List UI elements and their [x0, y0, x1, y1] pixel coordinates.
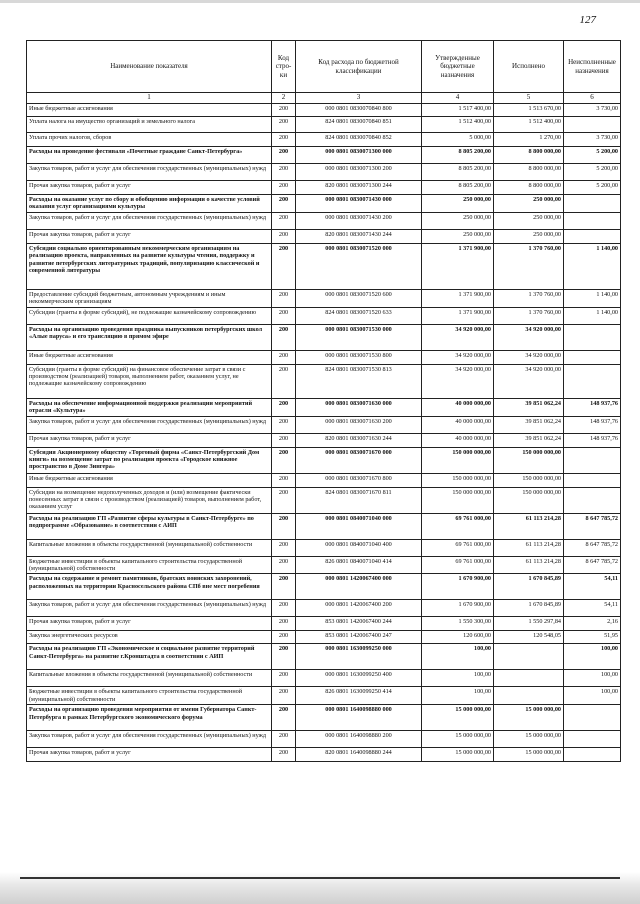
row-unexecuted	[564, 705, 621, 731]
table-row	[27, 350, 621, 364]
row-unexecuted	[564, 324, 621, 350]
header-approved: Утвержденные бюджетные назначения	[422, 41, 494, 93]
row-approved: 34 920 000,00	[422, 350, 494, 364]
row-executed: 1 670 845,89	[494, 574, 564, 600]
row-line-code: 200	[272, 324, 296, 350]
table-row	[27, 644, 621, 670]
row-name: Иные бюджетные ассигнования	[27, 473, 272, 487]
row-name: Субсидии (гранты в форме субсидий), не подлежащие казначейскому сопровождению	[27, 307, 272, 324]
row-executed: 1 513 670,00	[494, 104, 564, 117]
row-executed: 150 000 000,00	[494, 447, 564, 473]
row-unexecuted: 148 937,76	[564, 433, 621, 447]
table-row	[27, 229, 621, 243]
row-name: Закупка товаров, работ и услуг для обеспечения государственных (муниципальных) нужд	[27, 416, 272, 433]
row-name: Расходы на организацию проведения праздника выпускников петербургских школ «Алые паруса» и его трансляцию в прямом эфире	[27, 324, 272, 350]
row-executed: 61 113 214,28	[494, 513, 564, 539]
row-name: Расходы на реализацию ГП «Экономическое и социальное развитие территорий Санкт-Петербурга» на развитие г.Кронштадта в соответствии с АИП	[27, 644, 272, 670]
row-unexecuted: 2,16	[564, 617, 621, 631]
table-row	[27, 181, 621, 195]
row-unexecuted	[564, 447, 621, 473]
row-approved: 34 920 000,00	[422, 324, 494, 350]
row-executed: 1 370 760,00	[494, 307, 564, 324]
row-line-code: 200	[272, 147, 296, 164]
header-name: Наименование показателя	[27, 41, 272, 93]
table-row	[27, 133, 621, 147]
row-approved: 120 600,00	[422, 631, 494, 644]
row-executed: 8 800 000,00	[494, 147, 564, 164]
row-executed: 34 920 000,00	[494, 350, 564, 364]
scan-artifact-line	[20, 877, 620, 879]
row-name: Субсидия Акционерному обществу «Торговый фирма «Санкт-Петербургский Дом книги» на возмещение затрат по реализации проекта «Городское книжное пространство в Доме Зингера»	[27, 447, 272, 473]
row-executed: 15 000 000,00	[494, 705, 564, 731]
row-budget-code: 000 0801 0830071530 000	[296, 324, 422, 350]
row-name: Прочая закупка товаров, работ и услуг	[27, 229, 272, 243]
row-name: Прочая закупка товаров, работ и услуг	[27, 181, 272, 195]
row-budget-code: 000 0801 0830071670 800	[296, 473, 422, 487]
row-executed: 250 000,00	[494, 212, 564, 229]
table-row	[27, 705, 621, 731]
row-budget-code: 000 0801 1420067400 000	[296, 574, 422, 600]
row-line-code: 200	[272, 181, 296, 195]
column-index: 3	[296, 93, 422, 104]
row-line-code: 200	[272, 670, 296, 687]
row-unexecuted: 8 647 785,72	[564, 513, 621, 539]
row-approved: 150 000 000,00	[422, 473, 494, 487]
row-approved: 250 000,00	[422, 212, 494, 229]
row-budget-code: 824 0801 0830071530 813	[296, 364, 422, 398]
row-name: Капитальные вложения в объекты государственной (муниципальной) собственности	[27, 670, 272, 687]
table-row	[27, 556, 621, 574]
row-unexecuted: 5 200,00	[564, 181, 621, 195]
row-budget-code: 000 0801 1640098880 200	[296, 731, 422, 748]
row-executed: 8 800 000,00	[494, 181, 564, 195]
row-approved: 250 000,00	[422, 195, 494, 213]
table-body	[27, 104, 621, 762]
row-unexecuted: 100,00	[564, 644, 621, 670]
row-line-code: 200	[272, 133, 296, 147]
row-name: Предоставление субсидий бюджетным, автономным учреждениям и иным некоммерческим организациям	[27, 289, 272, 307]
header-budget-code: Код расхода по бюджетной классификации	[296, 41, 422, 93]
row-executed	[494, 670, 564, 687]
table-row	[27, 416, 621, 433]
table-row	[27, 307, 621, 324]
row-name: Субсидии (гранты в форме субсидий) на финансовое обеспечение затрат в связи с производством (реализацией) товаров, выполнением работ, оказанием услуг, не подлежащие казначейскому сопровождению	[27, 364, 272, 398]
row-name: Расходы на содержание и ремонт памятников, братских воинских захоронений, расположенных на территории Красносельского района СПб вне мест погребения	[27, 574, 272, 600]
row-unexecuted: 1 140,00	[564, 289, 621, 307]
row-executed: 61 113 214,28	[494, 556, 564, 574]
row-unexecuted: 51,95	[564, 631, 621, 644]
row-budget-code: 853 0801 1420067400 244	[296, 617, 422, 631]
row-line-code: 200	[272, 473, 296, 487]
row-approved: 8 805 200,00	[422, 181, 494, 195]
row-executed: 150 000 000,00	[494, 473, 564, 487]
row-executed: 39 851 062,24	[494, 416, 564, 433]
column-index: 6	[564, 93, 621, 104]
row-executed: 250 000,00	[494, 195, 564, 213]
row-unexecuted: 3 730,00	[564, 133, 621, 147]
row-approved: 1 371 900,00	[422, 243, 494, 289]
row-line-code: 200	[272, 416, 296, 433]
row-approved: 1 512 400,00	[422, 117, 494, 133]
row-line-code: 200	[272, 104, 296, 117]
row-unexecuted	[564, 229, 621, 243]
row-budget-code: 000 0801 1630099250 000	[296, 644, 422, 670]
row-approved: 15 000 000,00	[422, 731, 494, 748]
row-name: Закупка товаров, работ и услуг для обеспечения государственных (муниципальных) нужд	[27, 600, 272, 617]
table-row	[27, 539, 621, 556]
row-budget-code: 000 0801 0840071040 400	[296, 539, 422, 556]
row-budget-code: 853 0801 1420067400 247	[296, 631, 422, 644]
table-row	[27, 473, 621, 487]
row-executed: 34 920 000,00	[494, 324, 564, 350]
row-approved: 250 000,00	[422, 229, 494, 243]
row-line-code: 200	[272, 117, 296, 133]
row-executed: 1 670 845,89	[494, 600, 564, 617]
row-line-code: 200	[272, 631, 296, 644]
row-unexecuted: 3 730,00	[564, 104, 621, 117]
row-unexecuted	[564, 731, 621, 748]
row-unexecuted	[564, 212, 621, 229]
row-approved: 100,00	[422, 644, 494, 670]
column-index: 2	[272, 93, 296, 104]
row-name: Бюджетные инвестиции в объекты капитального строительства государственной (муниципальной) собственности	[27, 556, 272, 574]
row-line-code: 200	[272, 600, 296, 617]
row-line-code: 200	[272, 195, 296, 213]
row-approved: 100,00	[422, 670, 494, 687]
table-row	[27, 670, 621, 687]
table-row	[27, 104, 621, 117]
row-name: Уплата налога на имущество организаций и земельного налога	[27, 117, 272, 133]
row-line-code: 200	[272, 447, 296, 473]
row-executed: 61 113 214,28	[494, 539, 564, 556]
row-budget-code: 824 0801 0830070840 851	[296, 117, 422, 133]
column-index: 4	[422, 93, 494, 104]
row-budget-code: 000 0801 0830071300 000	[296, 147, 422, 164]
row-line-code: 200	[272, 364, 296, 398]
row-executed: 39 851 062,24	[494, 398, 564, 416]
row-name: Капитальные вложения в объекты государственной (муниципальной) собственности	[27, 539, 272, 556]
row-name: Расходы на организацию проведения мероприятия от имени Губернатора Санкт-Петербурга в рамках Петербургского экономического форума	[27, 705, 272, 731]
row-unexecuted: 1 140,00	[564, 307, 621, 324]
row-approved: 15 000 000,00	[422, 748, 494, 762]
table-row	[27, 324, 621, 350]
header-executed: Исполнено	[494, 41, 564, 93]
row-line-code: 200	[272, 243, 296, 289]
table-row	[27, 433, 621, 447]
table-row	[27, 364, 621, 398]
row-budget-code: 000 0801 1630099250 400	[296, 670, 422, 687]
row-name: Иные бюджетные ассигнования	[27, 104, 272, 117]
row-line-code: 200	[272, 164, 296, 181]
row-executed	[494, 687, 564, 705]
table-row	[27, 147, 621, 164]
row-approved: 8 805 200,00	[422, 164, 494, 181]
row-name: Прочая закупка товаров, работ и услуг	[27, 748, 272, 762]
row-approved: 69 761 000,00	[422, 556, 494, 574]
row-unexecuted: 1 140,00	[564, 243, 621, 289]
row-budget-code: 000 0801 0830071430 000	[296, 195, 422, 213]
row-budget-code: 000 0801 0830071300 200	[296, 164, 422, 181]
row-executed: 39 851 062,24	[494, 433, 564, 447]
row-line-code: 200	[272, 229, 296, 243]
row-line-code: 200	[272, 748, 296, 762]
table-row	[27, 289, 621, 307]
table-row	[27, 243, 621, 289]
table-row	[27, 513, 621, 539]
row-unexecuted: 148 937,76	[564, 416, 621, 433]
row-approved: 5 000,00	[422, 133, 494, 147]
row-approved: 40 000 000,00	[422, 398, 494, 416]
row-name: Расходы на оказание услуг по сбору и обобщению информации о качестве условий оказания услуг организациями культуры	[27, 195, 272, 213]
row-executed: 1 550 297,84	[494, 617, 564, 631]
row-budget-code: 826 0801 0840071040 414	[296, 556, 422, 574]
row-approved: 40 000 000,00	[422, 416, 494, 433]
row-line-code: 200	[272, 212, 296, 229]
row-budget-code: 000 0801 0830071530 800	[296, 350, 422, 364]
row-executed: 1 512 400,00	[494, 117, 564, 133]
page-number: 127	[579, 14, 596, 26]
row-approved: 69 761 000,00	[422, 513, 494, 539]
row-line-code: 200	[272, 433, 296, 447]
row-budget-code: 000 0801 1420067400 200	[296, 600, 422, 617]
row-budget-code: 826 0801 1630099250 414	[296, 687, 422, 705]
table-row	[27, 117, 621, 133]
row-name: Прочая закупка товаров, работ и услуг	[27, 433, 272, 447]
row-budget-code: 820 0801 1640098880 244	[296, 748, 422, 762]
row-name: Прочая закупка товаров, работ и услуг	[27, 617, 272, 631]
row-approved: 34 920 000,00	[422, 364, 494, 398]
row-approved: 150 000 000,00	[422, 487, 494, 513]
row-budget-code: 000 0801 0830071670 000	[296, 447, 422, 473]
table-row	[27, 195, 621, 213]
row-name: Расходы на реализацию ГП «Развитие сферы культуры в Санкт-Петербурге» по подпрограмме «Образование» в соответствии с АИП	[27, 513, 272, 539]
row-name: Закупка товаров, работ и услуг для обеспечения государственных (муниципальных) нужд	[27, 164, 272, 181]
row-name: Субсидии на возмещение недополученных доходов и (или) возмещение фактически понесенных затрат в связи с производством (реализацией) товаров, выполнением работ, оказанием услуг	[27, 487, 272, 513]
row-unexecuted	[564, 364, 621, 398]
table-row	[27, 731, 621, 748]
row-unexecuted: 8 647 785,72	[564, 539, 621, 556]
row-executed: 1 270,00	[494, 133, 564, 147]
row-approved: 1 371 900,00	[422, 307, 494, 324]
row-line-code: 200	[272, 289, 296, 307]
row-approved: 40 000 000,00	[422, 433, 494, 447]
table-row	[27, 398, 621, 416]
row-name: Бюджетные инвестиции в объекты капитального строительства государственной (муниципальной) собственности	[27, 687, 272, 705]
row-line-code: 200	[272, 687, 296, 705]
row-name: Закупка энергетических ресурсов	[27, 631, 272, 644]
row-unexecuted: 100,00	[564, 670, 621, 687]
row-executed: 120 548,05	[494, 631, 564, 644]
scan-edge-top	[0, 0, 640, 3]
table-row	[27, 487, 621, 513]
table-row	[27, 447, 621, 473]
row-unexecuted: 54,11	[564, 574, 621, 600]
row-line-code: 200	[272, 350, 296, 364]
row-approved: 1 550 300,00	[422, 617, 494, 631]
header-line-code: Код стро-ки	[272, 41, 296, 93]
row-approved: 150 000 000,00	[422, 447, 494, 473]
table-row	[27, 574, 621, 600]
row-executed: 1 370 760,00	[494, 289, 564, 307]
table-row	[27, 164, 621, 181]
row-approved: 1 517 400,00	[422, 104, 494, 117]
row-line-code: 200	[272, 731, 296, 748]
table-row	[27, 748, 621, 762]
row-budget-code: 000 0801 0840071040 000	[296, 513, 422, 539]
row-unexecuted: 8 647 785,72	[564, 556, 621, 574]
row-name: Иные бюджетные ассигнования	[27, 350, 272, 364]
row-budget-code: 000 0801 0830071520 600	[296, 289, 422, 307]
row-name: Расходы на обеспечение информационной поддержки реализации мероприятий отрасли «Культура»	[27, 398, 272, 416]
row-unexecuted	[564, 350, 621, 364]
row-line-code: 200	[272, 705, 296, 731]
row-line-code: 200	[272, 513, 296, 539]
row-budget-code: 824 0801 0830071670 811	[296, 487, 422, 513]
row-unexecuted: 148 937,76	[564, 398, 621, 416]
row-executed: 150 000 000,00	[494, 487, 564, 513]
row-unexecuted	[564, 487, 621, 513]
row-name: Расходы на проведение фестиваля «Почетные граждане Санкт-Петербурга»	[27, 147, 272, 164]
row-approved: 100,00	[422, 687, 494, 705]
row-executed: 250 000,00	[494, 229, 564, 243]
row-budget-code: 820 0801 0830071430 244	[296, 229, 422, 243]
row-unexecuted	[564, 195, 621, 213]
row-line-code: 200	[272, 539, 296, 556]
row-budget-code: 000 0801 1640098880 000	[296, 705, 422, 731]
row-line-code: 200	[272, 487, 296, 513]
row-line-code: 200	[272, 574, 296, 600]
row-approved: 69 761 000,00	[422, 539, 494, 556]
row-name: Субсидии социально ориентированным некоммерческим организациям на реализацию проекта, направленных на развитие культуры чтения, поддержку и развитие петербургских литературных традиций, популяризацию классической и современной литературы	[27, 243, 272, 289]
row-name: Закупка товаров, работ и услуг для обеспечения государственных (муниципальных) нужд	[27, 731, 272, 748]
column-index: 1	[27, 93, 272, 104]
row-budget-code: 000 0801 0830071630 200	[296, 416, 422, 433]
row-executed: 34 920 000,00	[494, 364, 564, 398]
row-unexecuted	[564, 748, 621, 762]
row-line-code: 200	[272, 644, 296, 670]
header-unexecuted: Неисполненные назначения	[564, 41, 621, 93]
row-approved: 1 670 900,00	[422, 600, 494, 617]
table-row	[27, 617, 621, 631]
row-unexecuted	[564, 117, 621, 133]
row-approved: 15 000 000,00	[422, 705, 494, 731]
row-budget-code: 000 0801 0830071430 200	[296, 212, 422, 229]
row-budget-code: 820 0801 0830071300 244	[296, 181, 422, 195]
row-executed: 15 000 000,00	[494, 731, 564, 748]
budget-table	[26, 40, 621, 762]
row-budget-code: 000 0801 0830071520 000	[296, 243, 422, 289]
row-budget-code: 820 0801 0830071630 244	[296, 433, 422, 447]
row-unexecuted: 100,00	[564, 687, 621, 705]
row-budget-code: 000 0801 0830070840 800	[296, 104, 422, 117]
row-unexecuted: 54,11	[564, 600, 621, 617]
row-executed: 15 000 000,00	[494, 748, 564, 762]
column-index: 5	[494, 93, 564, 104]
table-row	[27, 687, 621, 705]
row-name: Уплата прочих налогов, сборов	[27, 133, 272, 147]
row-budget-code: 000 0801 0830071630 000	[296, 398, 422, 416]
row-name: Закупка товаров, работ и услуг для обеспечения государственных (муниципальных) нужд	[27, 212, 272, 229]
row-executed	[494, 644, 564, 670]
row-approved: 8 805 200,00	[422, 147, 494, 164]
row-line-code: 200	[272, 398, 296, 416]
row-executed: 1 370 760,00	[494, 243, 564, 289]
row-line-code: 200	[272, 617, 296, 631]
table-row	[27, 631, 621, 644]
row-executed: 8 800 000,00	[494, 164, 564, 181]
row-line-code: 200	[272, 307, 296, 324]
row-approved: 1 371 900,00	[422, 289, 494, 307]
row-budget-code: 824 0801 0830071520 633	[296, 307, 422, 324]
row-approved: 1 670 900,00	[422, 574, 494, 600]
row-unexecuted: 5 200,00	[564, 164, 621, 181]
row-budget-code: 824 0801 0830070840 852	[296, 133, 422, 147]
table-row	[27, 600, 621, 617]
row-unexecuted	[564, 473, 621, 487]
table-row	[27, 212, 621, 229]
column-index-row	[27, 93, 621, 104]
row-unexecuted: 5 200,00	[564, 147, 621, 164]
row-line-code: 200	[272, 556, 296, 574]
